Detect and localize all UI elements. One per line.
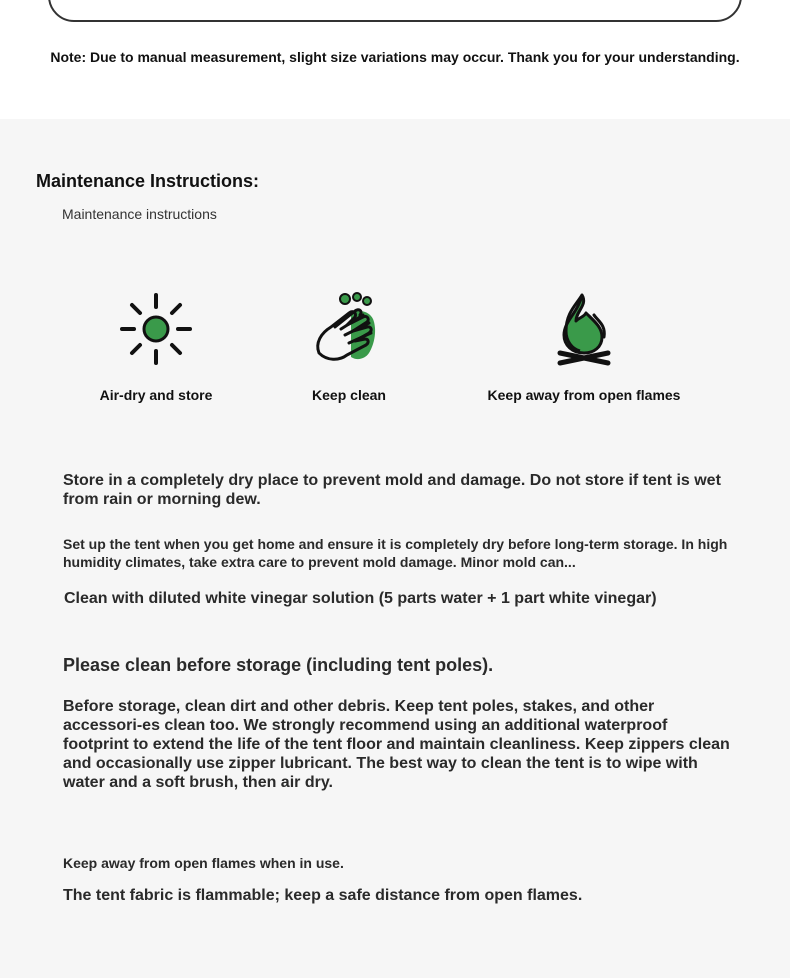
setup-dry-text: Set up the tent when you get home and ensure it is completely dry before long-term storage. In high humidity climates, take extra care to prevent mold damage. Minor mold can... bbox=[63, 536, 728, 570]
campfire-icon bbox=[546, 291, 622, 367]
vinegar-text: Clean with diluted white vinegar solution (5 parts water + 1 part white vinegar) bbox=[64, 590, 657, 607]
air-dry-label: Air-dry and store bbox=[99, 387, 213, 403]
clean-before-storage-text: Please clean before storage (including tent poles). bbox=[63, 655, 494, 675]
measurement-note: Note: Due to manual measurement, slight size variations may occur. Thank you for your understanding. bbox=[50, 49, 740, 65]
air-dry-item bbox=[86, 291, 226, 403]
flames-item bbox=[484, 291, 684, 403]
store-dry-text: Store in a completely dry place to prevent mold and damage. Do not store if tent is wet from rain or morning dew. bbox=[63, 472, 721, 508]
keep-clean-label: Keep clean bbox=[312, 387, 386, 403]
keep-clean-item bbox=[289, 291, 409, 403]
maintenance-heading: Maintenance Instructions: bbox=[36, 171, 260, 191]
sun-icon bbox=[118, 291, 194, 367]
flammable-text: The tent fabric is flammable; keep a safe distance from open flames. bbox=[63, 887, 583, 904]
flames-label: Keep away from open flames bbox=[487, 387, 681, 403]
size-chart-frame bbox=[48, 0, 742, 22]
washing-hands-icon bbox=[311, 291, 387, 367]
before-storage-text: Before storage, clean dirt and other debris. Keep tent poles, stakes, and other accessori-es clean too. We strongly recommend using an additional waterproof footprint to extend the life of the tent floor and maintain cleanliness. Keep zippers clean and occasionally use zipper lubricant. The best way to clean the tent is to wipe with water and a soft brush, then air dry. bbox=[63, 698, 730, 791]
flames-use-text: Keep away from open flames when in use. bbox=[63, 855, 344, 871]
maintenance-section bbox=[0, 119, 790, 978]
maintenance-subheading: Maintenance instructions bbox=[62, 206, 217, 222]
